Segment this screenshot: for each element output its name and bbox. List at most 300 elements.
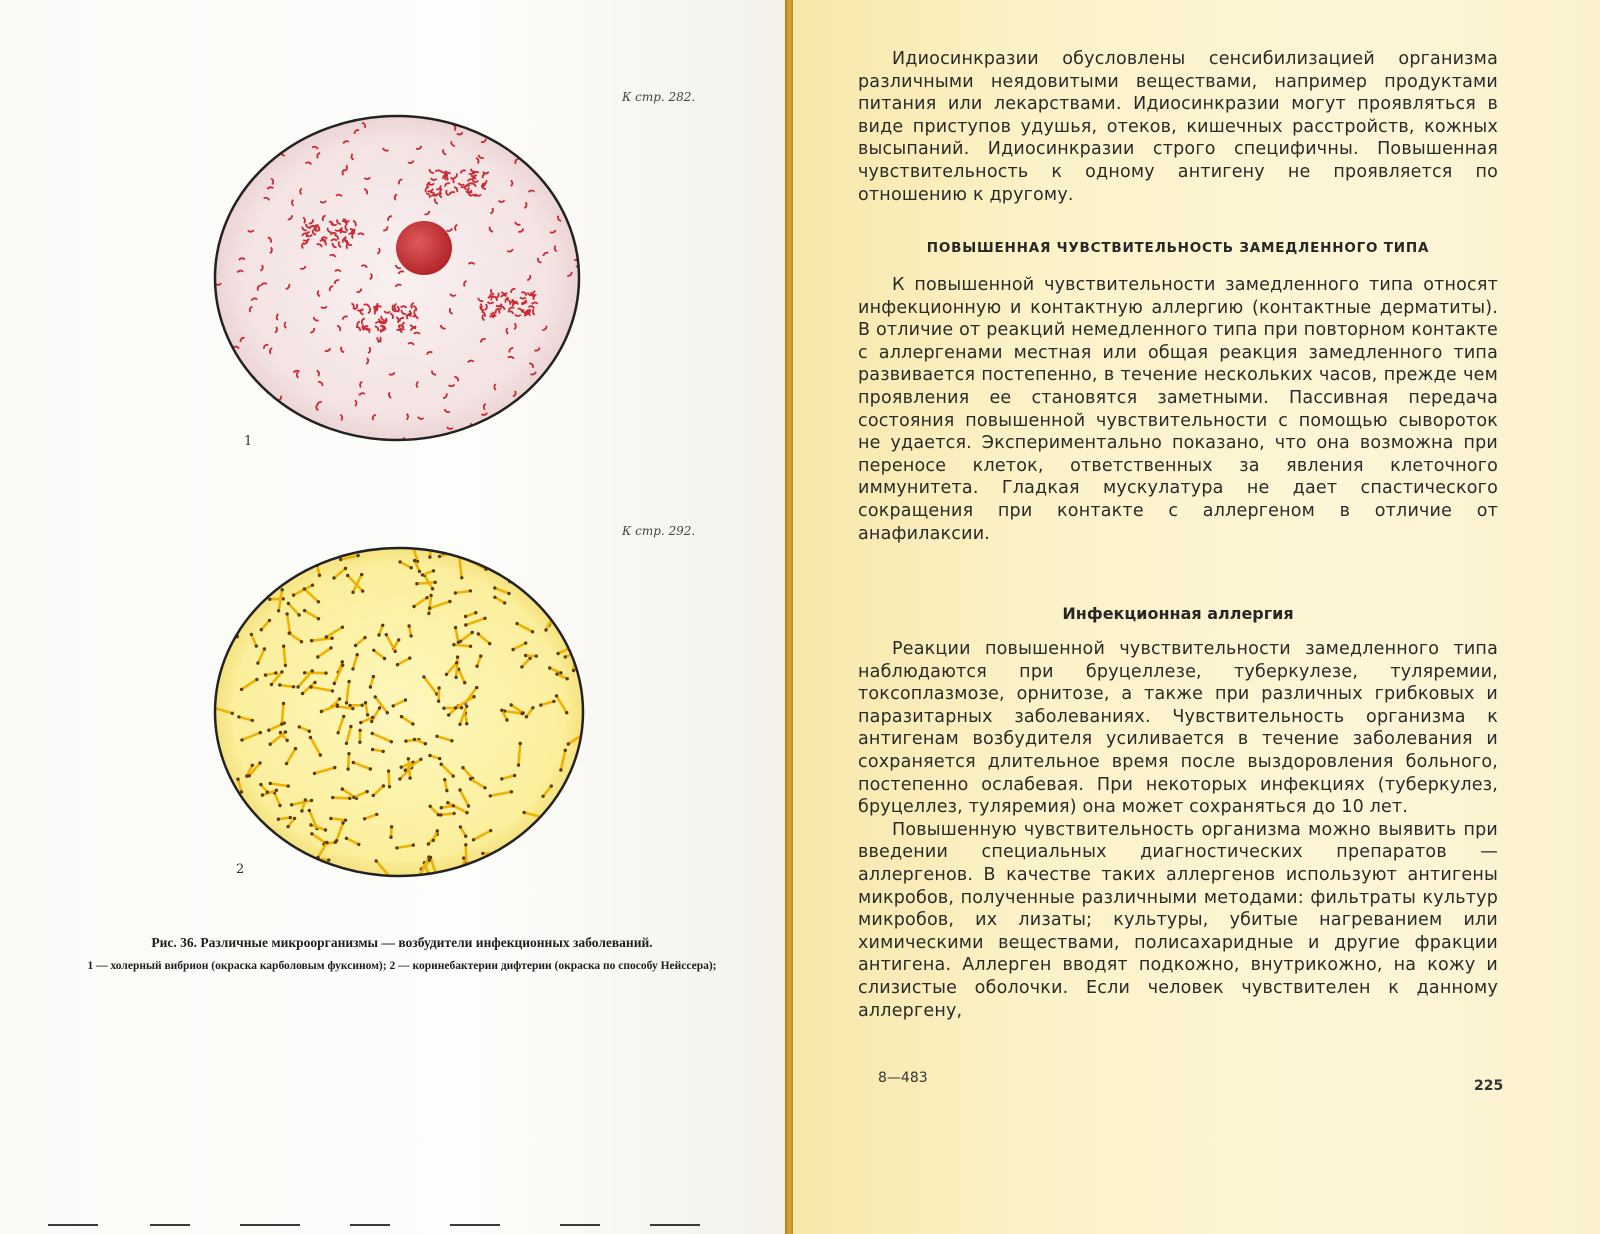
volutin-granule — [408, 776, 411, 779]
volutin-granule — [437, 700, 440, 703]
volutin-granule — [317, 617, 320, 620]
volutin-granule — [552, 700, 555, 703]
volutin-granule — [553, 860, 556, 863]
vibrio-cell — [249, 384, 251, 390]
volutin-granule — [412, 843, 415, 846]
volutin-granule — [356, 554, 359, 557]
vibrio-cell — [582, 215, 587, 221]
vibrio-cell — [432, 110, 438, 115]
figure2-diphtheria-micrograph — [206, 540, 592, 884]
volutin-granule — [457, 641, 460, 644]
volutin-granule — [408, 656, 411, 659]
volutin-granule — [443, 778, 446, 781]
volutin-granule — [459, 825, 462, 828]
volutin-granule — [432, 569, 435, 572]
volutin-granule — [432, 839, 435, 842]
volutin-granule — [543, 847, 546, 850]
volutin-granule — [555, 694, 558, 697]
vibrio-cell — [326, 108, 329, 113]
volutin-granule — [258, 761, 261, 764]
rod-bacterium — [543, 861, 555, 868]
rod-bacterium — [573, 565, 587, 567]
volutin-granule — [500, 709, 503, 712]
volutin-granule — [336, 731, 339, 734]
volutin-granule — [478, 555, 481, 558]
volutin-granule — [559, 768, 562, 771]
volutin-granule — [488, 642, 491, 645]
divider — [150, 1224, 190, 1226]
vibrio-cell — [258, 116, 260, 122]
volutin-granule — [565, 554, 568, 557]
volutin-granule — [341, 664, 344, 667]
volutin-granule — [270, 683, 273, 686]
volutin-granule — [565, 711, 568, 714]
rod-bacterium — [439, 688, 440, 701]
figure2-page-reference: К стр. 292. — [622, 524, 696, 538]
volutin-granule — [284, 730, 287, 733]
volutin-granule — [469, 645, 472, 648]
volutin-granule — [253, 556, 256, 559]
volutin-granule — [394, 650, 397, 653]
volutin-granule — [287, 568, 290, 571]
volutin-granule — [525, 715, 528, 718]
volutin-granule — [347, 752, 350, 755]
volutin-granule — [284, 664, 287, 667]
figure1-field-background — [215, 116, 579, 440]
volutin-granule — [364, 701, 367, 704]
volutin-granule — [360, 573, 363, 576]
volutin-granule — [555, 814, 558, 817]
rod-bacterium — [212, 762, 221, 767]
volutin-granule — [557, 615, 560, 618]
volutin-granule — [434, 581, 437, 584]
volutin-granule — [404, 739, 407, 742]
volutin-granule — [255, 592, 258, 595]
volutin-granule — [297, 613, 300, 616]
volutin-granule — [438, 555, 441, 558]
vibrio-cell — [510, 408, 514, 414]
volutin-granule — [332, 576, 335, 579]
vibrio-cell — [583, 139, 585, 145]
volutin-granule — [567, 795, 570, 798]
volutin-granule — [454, 706, 457, 709]
volutin-granule — [325, 841, 328, 844]
volutin-granule — [285, 762, 288, 765]
volutin-granule — [392, 704, 395, 707]
book-spine — [785, 0, 793, 1234]
volutin-granule — [446, 801, 449, 804]
volutin-granule — [313, 772, 316, 775]
vibrio-cell — [587, 381, 588, 387]
rod-bacterium — [255, 557, 256, 568]
volutin-granule — [567, 742, 570, 745]
rod-bacterium — [564, 844, 569, 855]
volutin-granule — [513, 774, 516, 777]
volutin-granule — [557, 584, 560, 587]
volutin-granule — [535, 654, 538, 657]
rod-bacterium — [575, 813, 589, 816]
volutin-granule — [477, 632, 480, 635]
volutin-granule — [475, 665, 478, 668]
vibrio-cell — [236, 419, 242, 423]
vibrio-cell — [262, 433, 268, 436]
volutin-granule — [366, 713, 369, 716]
volutin-granule — [437, 686, 440, 689]
volutin-granule — [535, 877, 538, 880]
volutin-granule — [255, 567, 258, 570]
volutin-granule — [461, 766, 464, 769]
volutin-granule — [345, 742, 348, 745]
volutin-granule — [448, 600, 451, 603]
volutin-granule — [500, 777, 503, 780]
volutin-granule — [372, 649, 375, 652]
volutin-granule — [452, 774, 455, 777]
volutin-granule — [547, 543, 550, 546]
volutin-granule — [344, 819, 347, 822]
rod-bacterium — [225, 822, 236, 824]
volutin-granule — [428, 555, 431, 558]
volutin-granule — [260, 628, 263, 631]
volutin-granule — [430, 540, 433, 543]
rod-bacterium — [541, 838, 545, 848]
volutin-granule — [366, 790, 369, 793]
volutin-granule — [210, 706, 213, 709]
volutin-granule — [389, 836, 392, 839]
vibrio-cell — [564, 355, 569, 361]
divider — [560, 1224, 600, 1226]
page-number: 225 — [1474, 1078, 1504, 1094]
rod-bacterium — [348, 754, 349, 769]
volutin-granule — [555, 672, 558, 675]
volutin-granule — [347, 680, 350, 683]
volutin-granule — [573, 595, 576, 598]
volutin-granule — [563, 590, 566, 593]
volutin-granule — [304, 798, 307, 801]
volutin-granule — [231, 840, 234, 843]
volutin-granule — [555, 848, 558, 851]
volutin-granule — [387, 769, 390, 772]
volutin-granule — [398, 777, 401, 780]
volutin-granule — [329, 646, 332, 649]
volutin-granule — [571, 869, 574, 872]
volutin-granule — [465, 811, 468, 814]
vibrio-cell — [208, 243, 213, 249]
rod-bacterium — [241, 587, 257, 594]
volutin-granule — [539, 837, 542, 840]
volutin-granule — [372, 675, 375, 678]
rod-bacterium — [567, 551, 577, 556]
volutin-granule — [224, 640, 227, 643]
volutin-granule — [269, 782, 272, 785]
volutin-granule — [324, 828, 327, 831]
volutin-granule — [407, 624, 410, 627]
volutin-granule — [467, 804, 470, 807]
volutin-granule — [358, 729, 361, 732]
volutin-granule — [503, 601, 506, 604]
volutin-granule — [510, 865, 513, 868]
volutin-granule — [371, 732, 374, 735]
volutin-granule — [344, 567, 347, 570]
volutin-granule — [450, 739, 453, 742]
volutin-granule — [422, 675, 425, 678]
divider — [48, 1224, 98, 1226]
volutin-granule — [345, 701, 348, 704]
volutin-granule — [210, 765, 213, 768]
volutin-granule — [339, 558, 342, 561]
volutin-granule — [268, 619, 271, 622]
volutin-granule — [510, 790, 513, 793]
vibrio-cell — [227, 356, 233, 359]
vibrio-cell — [206, 176, 209, 180]
volutin-granule — [550, 784, 553, 787]
volutin-granule — [539, 703, 542, 706]
volutin-granule — [281, 588, 284, 591]
rod-bacterium — [217, 842, 233, 855]
rod-bacterium — [441, 813, 454, 815]
divider — [450, 1224, 500, 1226]
volutin-granule — [404, 698, 407, 701]
volutin-granule — [411, 722, 414, 725]
divider — [650, 1224, 700, 1226]
vibrio-cell — [580, 227, 583, 233]
vibrio-cell — [244, 167, 248, 173]
volutin-granule — [336, 705, 339, 708]
volutin-granule — [464, 835, 467, 838]
volutin-granule — [264, 847, 267, 850]
volutin-granule — [286, 739, 289, 742]
volutin-granule — [563, 566, 566, 569]
section-heading-delayed-type: ПОВЫШЕННАЯ ЧУВСТВИТЕЛЬНОСТЬ ЗАМЕДЛЕННОГО ТИПА — [926, 240, 1430, 256]
volutin-granule — [442, 707, 445, 710]
volutin-granule — [579, 608, 582, 611]
volutin-granule — [428, 858, 431, 861]
volutin-granule — [464, 843, 467, 846]
volutin-granule — [409, 634, 412, 637]
volutin-granule — [223, 822, 226, 825]
volutin-granule — [452, 804, 455, 807]
figure2-number: 2 — [236, 862, 245, 877]
volutin-granule — [382, 750, 385, 753]
volutin-granule — [388, 785, 391, 788]
volutin-granule — [359, 721, 362, 724]
volutin-granule — [404, 769, 407, 772]
volutin-granule — [576, 643, 579, 646]
volutin-granule — [352, 761, 355, 764]
caption-legend: 1 — холерный вибрион (окраска карболовым фуксином); 2 — коринебактерии дифтерии (окраска по способу Нейссера); — [87, 960, 717, 972]
vibrio-cell — [507, 440, 511, 446]
volutin-granule — [517, 763, 520, 766]
volutin-granule — [325, 635, 328, 638]
volutin-granule — [341, 821, 344, 824]
vibrio-cell — [239, 171, 242, 177]
volutin-granule — [427, 855, 430, 858]
volutin-granule — [269, 743, 272, 746]
rod-bacterium — [249, 860, 253, 876]
volutin-granule — [474, 611, 477, 614]
volutin-granule — [378, 706, 381, 709]
volutin-granule — [429, 805, 432, 808]
volutin-granule — [348, 797, 351, 800]
volutin-granule — [309, 685, 312, 688]
volutin-granule — [421, 573, 424, 576]
rod-bacterium — [552, 582, 564, 591]
volutin-granule — [435, 874, 438, 877]
volutin-granule — [308, 730, 311, 733]
vibrio-cell — [586, 399, 588, 405]
volutin-granule — [266, 791, 269, 794]
rod-bacterium — [283, 856, 292, 872]
volutin-granule — [535, 852, 538, 855]
volutin-granule — [290, 803, 293, 806]
volutin-granule — [400, 766, 403, 769]
volutin-granule — [331, 796, 334, 799]
volutin-granule — [424, 742, 427, 745]
volutin-granule — [483, 786, 486, 789]
volutin-granule — [281, 871, 284, 874]
rod-bacterium — [509, 867, 512, 883]
vibrio-cell — [468, 433, 474, 435]
volutin-granule — [573, 542, 576, 545]
vibrio-cell — [557, 133, 563, 137]
volutin-granule — [566, 677, 569, 680]
volutin-granule — [277, 818, 280, 821]
volutin-granule — [317, 600, 320, 603]
volutin-granule — [488, 541, 491, 544]
volutin-granule — [489, 794, 492, 797]
vibrio-cell — [223, 126, 229, 128]
volutin-granule — [475, 686, 478, 689]
rod-bacterium — [559, 580, 575, 585]
volutin-granule — [584, 563, 587, 566]
volutin-granule — [469, 777, 472, 780]
volutin-granule — [445, 789, 448, 792]
rod-bacterium — [258, 851, 264, 865]
volutin-granule — [351, 667, 354, 670]
vibrio-cell — [256, 443, 261, 448]
volutin-granule — [369, 767, 372, 770]
vibrio-cell — [538, 425, 544, 430]
volutin-granule — [313, 681, 316, 684]
volutin-granule — [472, 838, 475, 841]
rod-bacterium — [224, 789, 235, 802]
volutin-granule — [382, 784, 385, 787]
volutin-granule — [311, 584, 314, 587]
volutin-granule — [571, 565, 574, 568]
volutin-granule — [427, 842, 430, 845]
vibrio-cell — [216, 138, 222, 143]
volutin-granule — [251, 719, 254, 722]
volutin-granule — [526, 869, 529, 872]
vibrio-cell — [494, 135, 500, 139]
volutin-granule — [551, 581, 554, 584]
rod-bacterium — [389, 771, 390, 787]
volutin-granule — [465, 705, 468, 708]
volutin-granule — [556, 652, 559, 655]
volutin-granule — [324, 671, 327, 674]
volutin-granule — [548, 666, 551, 669]
volutin-granule — [267, 729, 270, 732]
volutin-granule — [479, 654, 482, 657]
volutin-granule — [438, 757, 441, 760]
volutin-granule — [296, 685, 299, 688]
vibrio-cell — [234, 444, 240, 448]
volutin-granule — [341, 660, 344, 663]
vibrio-cell — [284, 132, 290, 136]
rod-bacterium — [454, 645, 471, 647]
volutin-granule — [436, 829, 439, 832]
volutin-granule — [464, 623, 467, 626]
vibrio-cell — [217, 393, 223, 397]
volutin-granule — [413, 738, 416, 741]
volutin-granule — [346, 767, 349, 770]
rod-bacterium — [456, 657, 458, 677]
vibrio-cell — [221, 185, 225, 191]
volutin-granule — [341, 626, 344, 629]
volutin-granule — [335, 839, 338, 842]
volutin-granule — [234, 594, 237, 597]
volutin-granule — [524, 641, 527, 644]
volutin-granule — [352, 796, 355, 799]
volutin-granule — [582, 612, 585, 615]
volutin-granule — [464, 615, 467, 618]
volutin-granule — [396, 663, 399, 666]
vibrio-cell — [334, 440, 340, 445]
delayed-type-section — [858, 274, 1498, 545]
volutin-granule — [287, 784, 290, 787]
vibrio-cell — [574, 160, 578, 166]
volutin-granule — [573, 610, 576, 613]
volutin-granule — [250, 633, 253, 636]
volutin-granule — [231, 712, 234, 715]
volutin-granule — [236, 778, 239, 781]
volutin-granule — [301, 692, 304, 695]
volutin-granule — [345, 837, 348, 840]
volutin-granule — [300, 640, 303, 643]
volutin-granule — [371, 748, 374, 751]
volutin-granule — [460, 576, 463, 579]
rod-bacterium — [284, 646, 286, 665]
volutin-granule — [440, 806, 443, 809]
rod-bacterium — [261, 841, 274, 856]
volutin-granule — [375, 859, 378, 862]
volutin-granule — [338, 697, 341, 700]
vibrio-cell — [247, 400, 253, 402]
volutin-granule — [259, 731, 262, 734]
volutin-granule — [363, 636, 366, 639]
vibrio-cell — [430, 447, 435, 448]
volutin-granule — [294, 747, 297, 750]
volutin-granule — [247, 874, 250, 877]
volutin-granule — [319, 753, 322, 756]
volutin-granule — [454, 591, 457, 594]
volutin-granule — [572, 591, 575, 594]
volutin-granule — [576, 550, 579, 553]
vibrio-cell — [208, 328, 214, 330]
volutin-granule — [256, 661, 259, 664]
rod-bacterium — [569, 793, 579, 796]
volutin-granule — [329, 817, 332, 820]
volutin-granule — [311, 669, 314, 672]
volutin-granule — [437, 813, 440, 816]
volutin-granule — [558, 554, 561, 557]
volutin-granule — [287, 602, 290, 605]
volutin-granule — [331, 689, 334, 692]
volutin-granule — [574, 805, 577, 808]
volutin-granule — [298, 725, 301, 728]
rod-bacterium — [231, 580, 237, 596]
volutin-granule — [361, 589, 364, 592]
volutin-granule — [493, 596, 496, 599]
